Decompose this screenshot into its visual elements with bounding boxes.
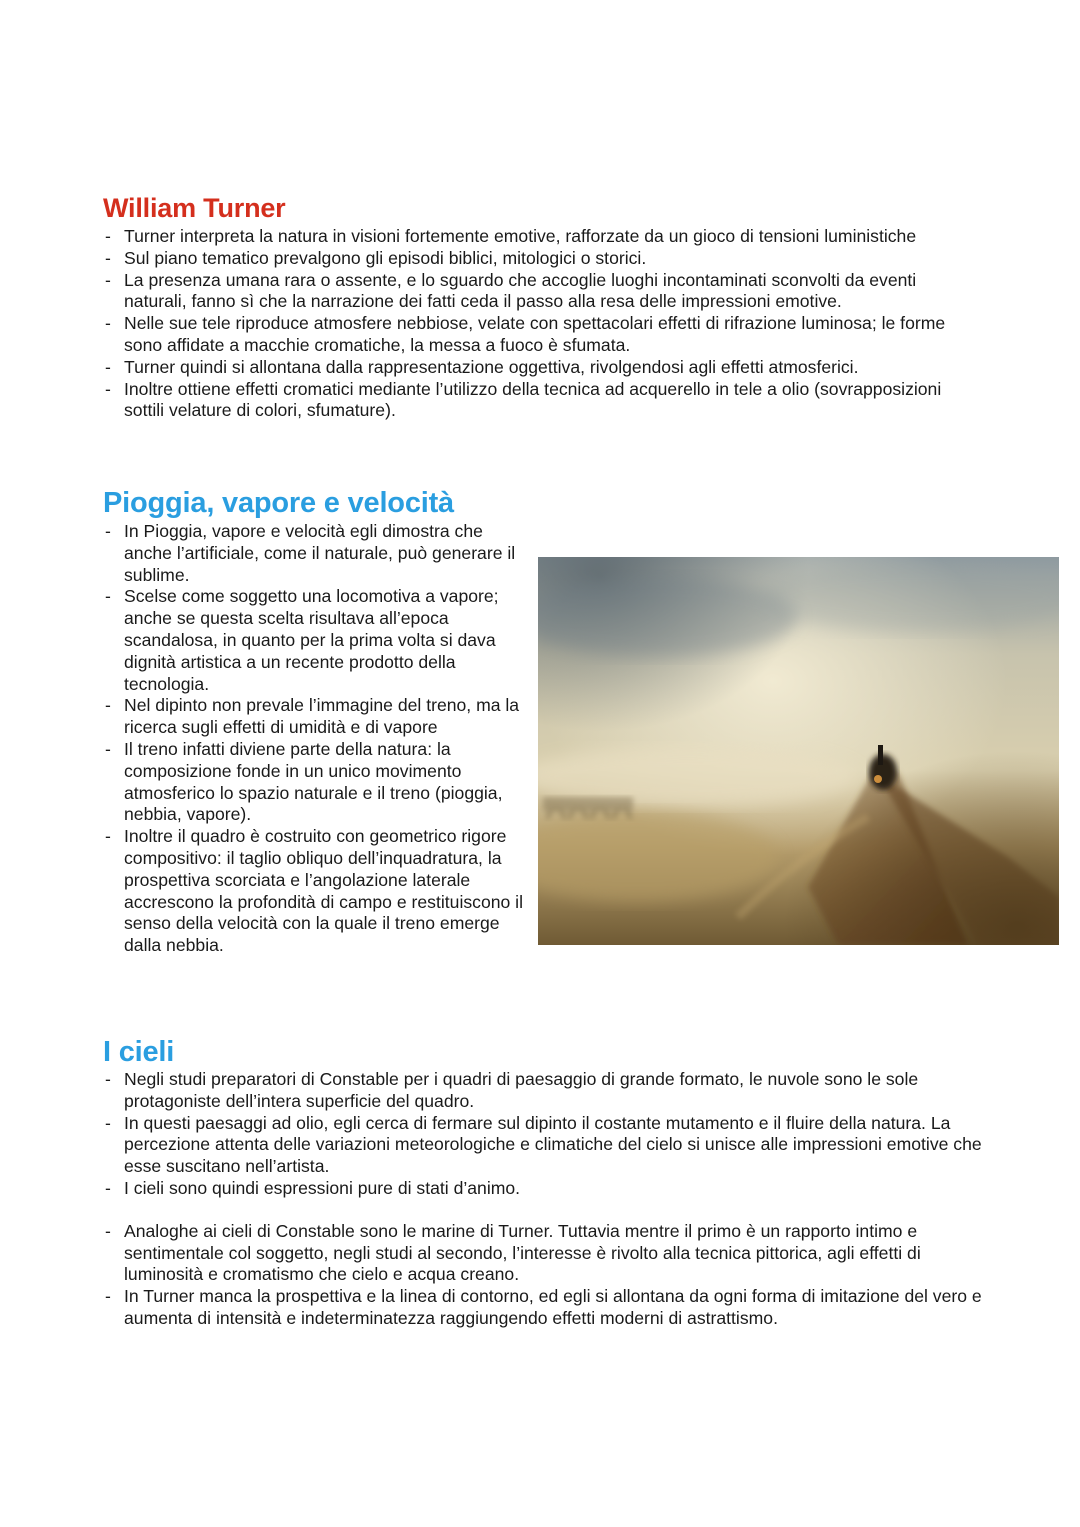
bullet-list <box>103 1221 983 1330</box>
list-item: - Turner interpreta la natura in visioni fortemente emotive, rafforzate da un gioco di tensioni luministiche <box>103 226 983 248</box>
list-item: - Nel dipinto non prevale l’immagine del treno, ma la ricerca sugli effetti di umidità e di vapore <box>103 695 523 739</box>
painting-image <box>538 557 1059 945</box>
list-item: - In Turner manca la prospettiva e la linea di contorno, ed egli si allontana da ogni forma di imitazione del vero e aumenta di intensità e indeterminatezza raggiungendo effetti moderni di astrattismo. <box>103 1286 983 1330</box>
list-item: - La presenza umana rara o assente, e lo sguardo che accoglie luoghi incontaminati sconvolti da eventi naturali, fanno sì che la narrazione dei fatti ceda il passo alla resa delle impressioni emotive. <box>103 270 983 314</box>
list-item: - Negli studi preparatori di Constable per i quadri di paesaggio di grande formato, le nuvole sono le sole protagoniste dell’intera superficie del quadro. <box>103 1069 983 1113</box>
list-item: - Il treno infatti diviene parte della natura: la composizione fonde in un unico movimento atmosferico lo spazio naturale e il treno (pioggia, nebbia, vapore). <box>103 739 523 826</box>
list-item: - Inoltre ottiene effetti cromatici mediante l’utilizzo della tecnica ad acquerello in tele a olio (sovrapposizioni sottili velature di colori, sfumature). <box>103 379 983 423</box>
list-item: - Analoghe ai cieli di Constable sono le marine di Turner. Tuttavia mentre il primo è un rapporto intimo e sentimentale col soggetto, negli studi al secondo, l’interesse è rivolto alla tecnica pittorica, agli effetti di luminosità e cromatismo che cielo e acqua creano. <box>103 1221 983 1286</box>
section-title: William Turner <box>103 193 286 223</box>
list-item: - Inoltre il quadro è costruito con geometrico rigore compositivo: il taglio obliquo dell’inquadratura, la prospettiva scorciata e l’angolazione laterale accrescono la profondità di campo e restituiscono il senso della velocità con la quale il treno emerge dalla nebbia. <box>103 826 523 957</box>
bullet-list <box>103 1069 983 1200</box>
section-william-turner <box>103 193 983 422</box>
list-item: - Turner quindi si allontana dalla rappresentazione oggettiva, rivolgendosi agli effetti atmosferici. <box>103 357 983 379</box>
list-item: - I cieli sono quindi espressioni pure di stati d’animo. <box>103 1178 983 1200</box>
section-title: I cieli <box>103 1036 175 1068</box>
list-item: - In Pioggia, vapore e velocità egli dimostra che anche l’artificiale, come il naturale, può generare il sublime. <box>103 521 523 586</box>
list-item: - Scelse come soggetto una locomotiva a vapore; anche se questa scelta risultava all’epoca scandalosa, in quanto per la prima volta si dava dignità artistica a un recente prodotto della tecnologia. <box>103 586 523 695</box>
bullet-list <box>103 521 523 957</box>
section-title: Pioggia, vapore e velocità <box>103 487 454 519</box>
list-item: - In questi paesaggi ad olio, egli cerca di fermare sul dipinto il costante mutamento e il fluire della natura. La percezione attenta delle variazioni meteorologiche e climatiche del cielo si unisce alle impressioni emotive che esse suscitano nell’artista. <box>103 1113 983 1178</box>
section-pioggia-vapore-velocita <box>103 487 523 957</box>
list-item: - Sul piano tematico prevalgono gli episodi biblici, mitologici o storici. <box>103 248 983 270</box>
bullet-list <box>103 226 983 422</box>
list-item: - Nelle sue tele riproduce atmosfere nebbiose, velate con spettacolari effetti di rifrazione luminosa; le forme sono affidate a macchie cromatiche, la messa a fuoco è sfumata. <box>103 313 983 357</box>
section-i-cieli <box>103 1036 983 1330</box>
